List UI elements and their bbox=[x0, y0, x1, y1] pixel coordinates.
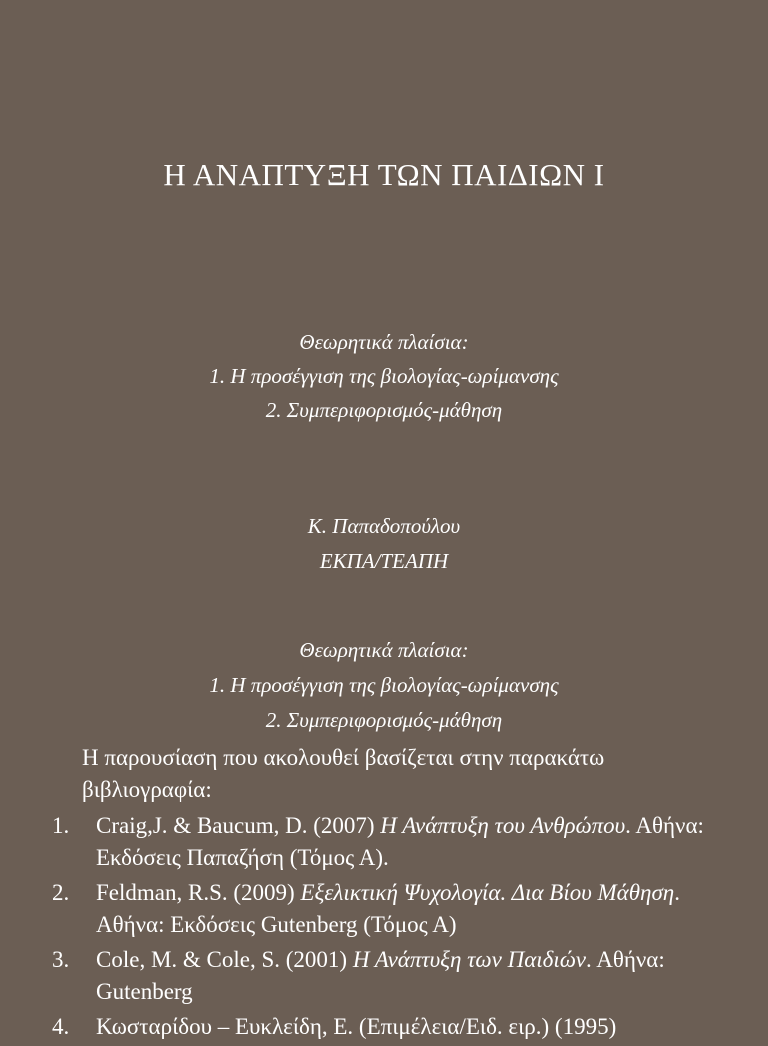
reference-authors: Cole, M. & Cole, S. (2001) bbox=[96, 947, 353, 972]
reference-title: Η Ανάπτυξη των Παιδιών bbox=[352, 947, 587, 972]
reference-item bbox=[0, 877, 768, 941]
reference-number: 2. bbox=[52, 880, 70, 905]
page-title: Η ΑΝΑΠΤΥΞΗ ΤΩΝ ΠΑΙΔΙΩΝ Ι bbox=[163, 157, 605, 192]
reference-authors: Feldman, R.S. (2009) bbox=[96, 880, 301, 905]
reference-title: Η Ανάπτυξη του Ανθρώπου bbox=[380, 813, 626, 838]
reference-publisher: . Αθήνα: Εκδόσεις Παπαζήση (Τόμος Α). bbox=[96, 813, 704, 870]
author-affiliation: ΕΚΠΑ/ΤΕΑΠΗ bbox=[319, 549, 449, 573]
reference-item bbox=[0, 1011, 768, 1043]
frameworks-heading: Θεωρητικά πλαίσια: bbox=[299, 330, 469, 354]
reference-title: Εξελικτική Ψυχολογία. Δια Βίου Μάθηση bbox=[300, 880, 675, 905]
reference-number: 1. bbox=[52, 813, 70, 838]
bibliography-intro: Η παρουσίαση που ακολουθεί βασίζεται στην παρακάτω βιβλιογραφία: bbox=[82, 745, 605, 802]
reference-item bbox=[0, 810, 768, 874]
reference-authors: Κωσταρίδου – Ευκλείδη, Ε. (Επιμέλεια/Ειδ. ειρ.) (1995) bbox=[96, 1014, 617, 1039]
reference-authors: Craig,J. & Baucum, D. (2007) bbox=[96, 813, 381, 838]
framework-item-1: 1. Η προσέγγιση της βιολογίας-ωρίμανσης bbox=[209, 364, 559, 388]
reference-item bbox=[0, 944, 768, 1008]
reference-number: 3. bbox=[52, 947, 70, 972]
framework-item-1: 1. Η προσέγγιση της βιολογίας-ωρίμανσης bbox=[209, 673, 559, 697]
reference-list bbox=[0, 810, 768, 1046]
author-block bbox=[0, 509, 768, 579]
frameworks-heading: Θεωρητικά πλαίσια: bbox=[299, 638, 469, 662]
framework-item-2: 2. Συμπεριφορισμός-μάθηση bbox=[265, 398, 503, 422]
theoretical-frameworks-block bbox=[0, 325, 768, 427]
framework-item-2: 2. Συμπεριφορισμός-μάθηση bbox=[265, 708, 503, 732]
reference-publisher: . Αθήνα: Gutenberg bbox=[96, 947, 665, 1004]
reference-publisher: . Αθήνα: Εκδόσεις Gutenberg (Τόμος Α) bbox=[96, 880, 680, 937]
theoretical-frameworks-block-repeat bbox=[0, 633, 768, 738]
reference-number: 4. bbox=[52, 1014, 70, 1039]
author-name: Κ. Παπαδοπούλου bbox=[307, 514, 461, 538]
